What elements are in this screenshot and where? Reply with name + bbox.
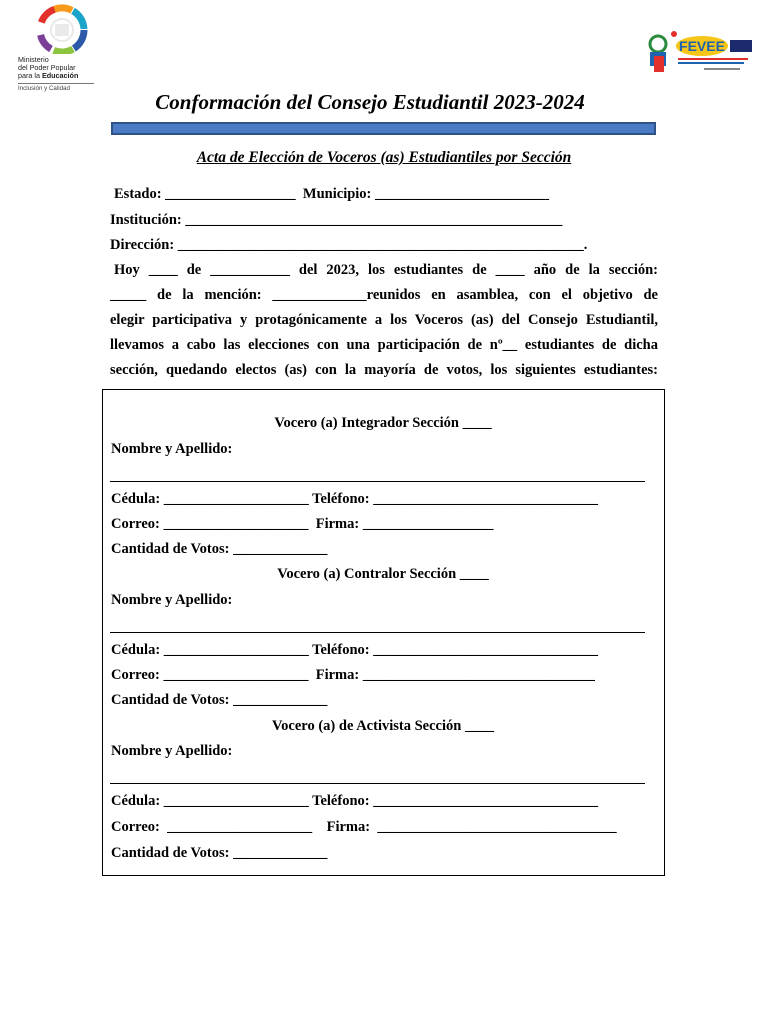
paragraph-line: elegir participativa y protagónicamente a los Voceros (as) del Consejo Estudiantil, — [110, 312, 658, 328]
fevee-logo — [644, 26, 756, 80]
voceros-box — [102, 389, 665, 876]
page-title: Conformación del Consejo Estudiantil 2023-2024 — [155, 90, 585, 114]
ministry-line: Ministerio — [18, 55, 49, 64]
correo-firma-field: Correo: ____________________ Firma: ________________________________ — [111, 667, 595, 683]
nombre-label: Nombre y Apellido: — [111, 441, 233, 457]
section-heading-integrador: Vocero (a) Integrador Sección ____ — [274, 415, 492, 431]
ministry-text — [18, 56, 94, 93]
document-subtitle: Acta de Elección de Voceros (as) Estudiantiles por Sección — [196, 149, 572, 166]
paragraph-line: Hoy ____ de ___________ del 2023, los estudiantes de ____ año de la sección: — [114, 262, 658, 278]
section-heading-contralor: Vocero (a) Contralor Sección ____ — [277, 566, 489, 582]
nombre-line — [110, 632, 645, 633]
cedula-telefono-field: Cédula: ____________________ Teléfono: _______________________________ — [111, 491, 598, 507]
paragraph-line: _____ de la mención: _____________reunidos en asamblea, con el objetivo de — [110, 287, 658, 303]
votos-field: Cantidad de Votos: _____________ — [111, 541, 328, 557]
ministry-line: para la — [18, 71, 42, 81]
title-divider-bar — [111, 122, 656, 135]
nombre-line — [110, 783, 645, 784]
paragraph-line: sección, quedando electos (as) con la mayoría de votos, los siguientes estudiantes: — [110, 362, 658, 378]
paragraph-line: llevamos a cabo las elecciones con una participación de nº__ estudiantes de dicha — [110, 337, 658, 353]
cedula-telefono-field: Cédula: ____________________ Teléfono: _______________________________ — [111, 642, 598, 658]
correo-firma-field: Correo: ____________________ Firma: _________________________________ — [111, 819, 617, 835]
fevee-logo-icon — [644, 26, 756, 80]
direccion-field: Dirección: ________________________________________________________. — [110, 237, 588, 253]
institucion-field: Institución: ____________________________________________________ — [110, 212, 563, 228]
correo-firma-field: Correo: ____________________ Firma: __________________ — [111, 516, 494, 532]
votos-field: Cantidad de Votos: _____________ — [111, 692, 328, 708]
svg-text:FEVEE: FEVEE — [679, 38, 725, 54]
election-paragraph — [110, 258, 658, 383]
ministry-line-bold: Educación — [41, 71, 79, 81]
section-heading-activista: Vocero (a) de Activista Sección ____ — [272, 718, 494, 734]
ministry-logo — [18, 4, 94, 93]
votos-field: Cantidad de Votos: _____________ — [111, 845, 328, 861]
nombre-label: Nombre y Apellido: — [111, 592, 233, 608]
ministry-line: del Poder Popular — [18, 63, 76, 73]
estado-municipio-field: Estado: __________________ Municipio: ________________________ — [114, 186, 550, 202]
ministry-emblem-icon — [18, 4, 88, 54]
nombre-label: Nombre y Apellido: — [111, 743, 233, 759]
nombre-line — [110, 481, 645, 482]
cedula-telefono-field: Cédula: ____________________ Teléfono: _______________________________ — [111, 793, 598, 809]
ministry-tagline: Inclusión y Calidad — [18, 83, 94, 93]
